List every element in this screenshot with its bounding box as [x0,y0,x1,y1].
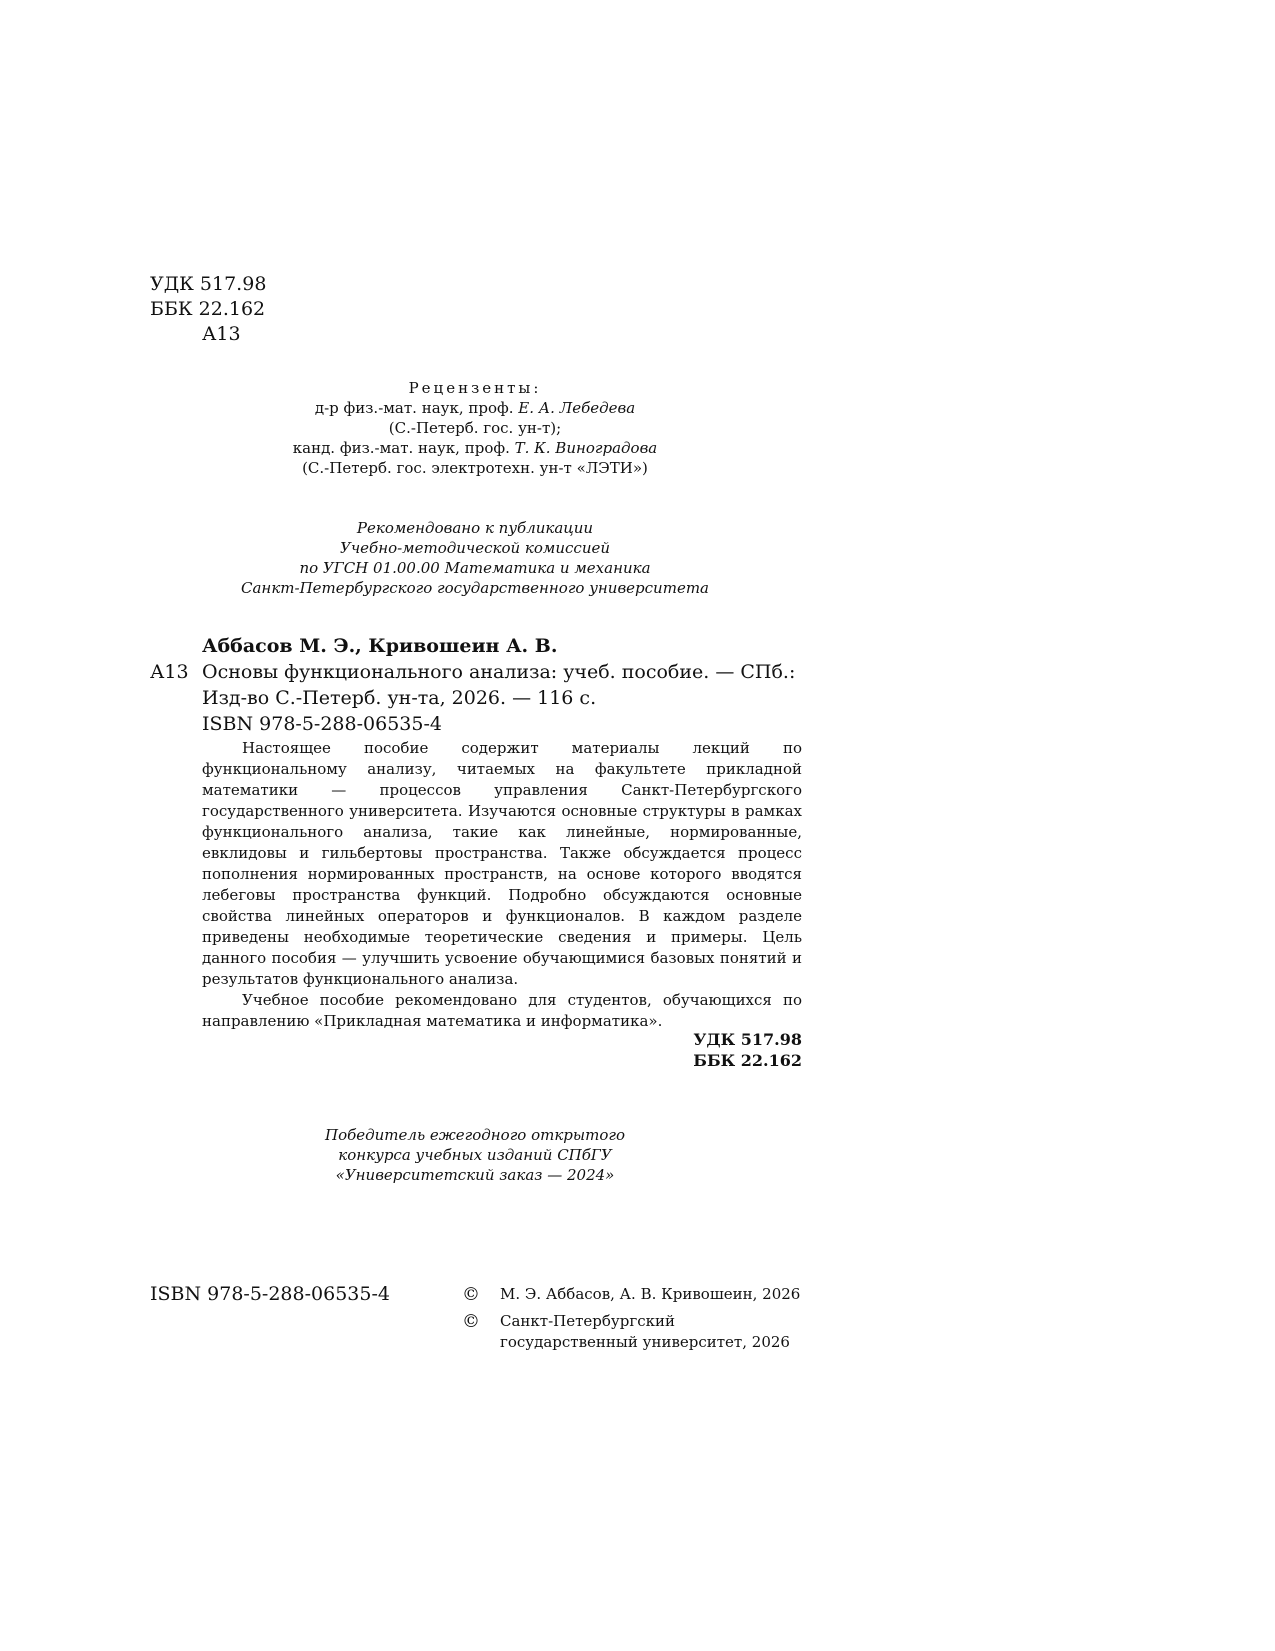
reviewer-1-title: д-р физ.-мат. наук, проф. [314,399,519,417]
bibliographic-entry [150,633,802,737]
reviewers-block [210,378,740,478]
author-mark: А13 [202,323,241,345]
publisher-line: Изд-во С.-Петерб. ун-та, 2026. — 116 с. [202,687,597,709]
recommendation-line-3: по УГСН 01.00.00 Математика и механика [299,559,651,577]
reviewer-2-name: Т. К. Виноградова [514,439,658,457]
recommendation-line-4: Санкт-Петербургского государственного университета [241,579,709,597]
udk-code: УДК 517.98 [150,273,267,295]
reviewer-1 [210,398,740,418]
award-note [210,1125,740,1185]
abstract [202,738,802,1032]
copyright-university-line-2: государственный университет, 2026 [500,1333,790,1351]
reviewer-2-title: канд. физ.-мат. наук, проф. [292,439,515,457]
udk-bbk-summary [600,1029,802,1071]
reviewers-heading: Рецензенты: [408,379,542,397]
copyright-icon: © [462,1284,480,1305]
abstract-paragraph-2: Учебное пособие рекомендовано для студентов, обучающихся по направлению «Прикладная математика и информатика». [202,991,802,1030]
bbk-code: ББК 22.162 [150,298,266,320]
reviewer-1-affiliation: (С.-Петерб. гос. ун-т); [388,419,562,437]
isbn-bottom: ISBN 978-5-288-06535-4 [150,1283,390,1305]
copyright-icon: © [462,1311,480,1332]
recommendation-line-1: Рекомендовано к публикации [356,519,594,537]
authors: Аббасов М. Э., Кривошеин А. В. [202,635,558,657]
biblio-index-code: А13 [150,661,189,683]
reviewer-2-affiliation: (С.-Петерб. гос. электротехн. ун-т «ЛЭТИ») [302,459,648,477]
bbk-bold: ББК 22.162 [693,1051,802,1070]
reviewer-1-name: Е. А. Лебедева [518,399,636,417]
book-title: Основы функционального анализа: учеб. пособие. — СПб.: [202,661,796,683]
award-line-1: Победитель ежегодного открытого [324,1126,625,1144]
recommendation-block [210,518,740,598]
award-line-3: «Университетский заказ — 2024» [335,1166,615,1184]
biblio-isbn: ISBN 978-5-288-06535-4 [202,713,442,735]
copyright-authors-text: М. Э. Аббасов, А. В. Кривошеин, 2026 [500,1285,801,1303]
classification-block [150,272,266,347]
award-line-2: конкурса учебных изданий СПбГУ [338,1146,612,1164]
copyright-authors [462,1284,807,1305]
title-row [150,659,802,685]
abstract-paragraph-1: Настоящее пособие содержит материалы лекций по функциональному анализу, читаемых на факультете прикладной математики — процессов управления Санкт-Петербургского государственного университета. Изучаются основные структуры в рамках функционального анализа, такие как линейные, нормированные, евклидовы и гильбертовы пространства. Также обсуждается процесс пополнения нормированных пространств, на основе которого вводятся лебеговы пространства функций. Подробно обсуждаются основные свойства линейных операторов и функционалов. В каждом разделе приведены необходимые теоретические сведения и примеры. Цель данного пособия — улучшить усвоение обучающимися базовых понятий и результатов функционального анализа. [202,739,802,988]
reviewer-2 [210,438,740,458]
copyright-university [462,1311,807,1353]
recommendation-line-2: Учебно-методической комиссией [339,539,611,557]
copyright-university-line-1: Санкт-Петербургский [500,1312,675,1330]
copyright-block [462,1284,807,1359]
udk-bold: УДК 517.98 [693,1030,802,1049]
